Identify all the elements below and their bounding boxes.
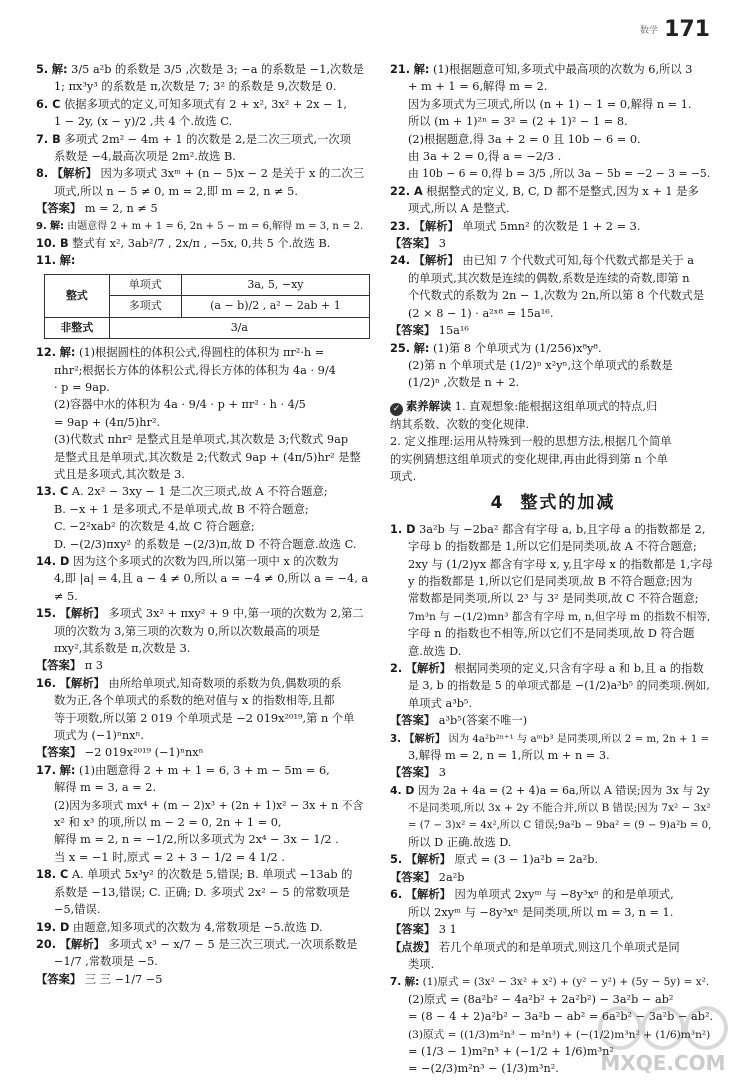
watermark-logo [588,998,738,1078]
answer-line [390,288,716,304]
answer-line [390,940,716,956]
answer-text: 整式有 x², 3ab²/7 , 2x/π , −5x, 0,共 5 个.故选 B. [72,237,331,251]
answer-line [36,166,370,182]
answer-line [390,818,716,834]
question-number: 5. [36,63,49,76]
answer-line [36,201,370,217]
answer-tag: 【点拨】 [390,940,436,954]
answer-tag: 【答案】 [36,746,82,760]
answer-line [390,852,716,868]
literacy-line: 的实例猜想这组单项式的变化规律,再由此得到第 n 个单 [390,452,668,466]
answer-text: 由 3a + 2 = 0,得 a = −2/3 . [408,150,562,164]
answer-line [390,783,716,799]
answer-line [390,957,716,973]
answer-text: 因为多项式为三项式,所以 (n + 1) − 1 = 0,解得 n = 1. [408,97,692,111]
answer-line [36,253,370,269]
answer-tag: 解: [49,220,64,232]
answer-line [390,574,716,590]
answer-line [36,149,370,165]
answer-text: (3)代数式 πhr² 是整式且是单项式,其次数是 3;代数式 9ap [54,433,349,447]
answers-block-4 [390,522,716,1078]
answer-tag: 【答案】 [390,237,436,251]
answer-tag: 【解析】 [59,937,105,951]
section-heading [390,493,716,514]
answer-tag: 【解析】 [405,853,451,867]
table-cell-duoxiangshi: 多项式 [109,296,181,317]
answer-line [390,306,716,322]
answer-text: (2)第 n 个单项式是 (1/2)ⁿ x²yⁿ,这个单项式的系数是 [408,358,673,372]
answer-text: 由题意,知多项式的次数为 4,常数项是 −5.故选 D. [72,920,323,934]
answer-line [36,693,370,709]
question-number: 21. [390,63,411,76]
answer-text: A. 单项式 5x³y² 的次数是 5,错误; B. 单项式 −13ab 的 [71,868,353,882]
answer-line [36,519,370,535]
answer-text: = 9ap + (4π/5)hr². [54,415,161,429]
answer-text: C. −2²xab² 的次数是 4,故 C 符合题意; [54,520,255,534]
answer-line [36,97,370,113]
question-number: 19. D [36,920,70,934]
right-column [390,62,716,1079]
answer-text: 因为单项式 2xyᵐ 与 −8y³xⁿ 的和是单项式, [454,888,674,902]
question-number: 5. [390,853,403,867]
answer-line [390,97,716,113]
answer-line [36,867,370,883]
answer-line [36,114,370,130]
answer-text: 数为正,各个单项式的系数的绝对值与 x 的指数相等,且都 [54,694,335,708]
answer-text: (1)由题意得 2 + m + 1 = 6, 3 + m − 5m = 6, [79,763,330,777]
check-badge-icon: ✓ [390,403,403,416]
answer-text: −5,错误. [54,903,101,917]
table-cell-danxiangshi: 单项式 [109,274,181,295]
literacy-line: 2. 定义推理:运用从特殊到一般的思想方法,根据几个简单 [390,435,672,449]
answer-text: 1 − 2y, (x − y)/2 ,共 4 个.故选 C. [54,115,233,129]
answer-line [36,972,370,988]
question-number: 22. A [390,184,423,198]
answer-text: 3/5 a²b 的系数是 3/5 ,次数是 3; −a 的系数是 −1,次数是 [71,63,364,76]
answer-line [36,658,370,674]
answer-line [36,236,370,252]
answer-tag: 解: [59,346,76,360]
answer-tag: 【答案】 [390,923,436,937]
answer-line [390,748,716,764]
answer-text: (2 × 8 − 1) · a²ˣ⁸ = 15a¹⁶. [408,306,554,320]
answer-text: 由已知 7 个代数式可知,每个代数式都是关于 a [462,254,695,268]
answer-text: (2)因为多项式 mx⁴ + (m − 2)x³ + (2n + 1)x² − 3x + n 不含 [54,798,364,812]
answer-text: 系数是 −4,最高次项是 2m².故选 B. [54,150,236,164]
answer-text: 由 10b − 6 = 0,得 b = 3/5 ,所以 3a − 5b = −2 − 3 = −5. [408,167,711,181]
answer-tag: 解: [413,63,430,76]
answer-tag: 【解析】 [59,607,105,621]
answer-line [36,937,370,953]
answer-tag: 【答案】 [36,659,82,673]
subject-label: 数学 [640,25,659,36]
answer-line [36,363,370,379]
answer-text: 7m³n 与 −(1/2)mn³ 都含有字母 m, n,但字母 m 的指数不相等, [408,610,711,623]
answer-tag: 【解析】 [51,167,97,181]
literacy-line: 1. 直观想象:能根据这组单项式的特点,归 [454,399,658,413]
answer-line [36,815,370,831]
answer-line [36,132,370,148]
answer-line [390,114,716,130]
answer-line [36,450,370,466]
answer-text: 所以 (m + 1)²ⁿ = 3² = (2 + 1)² − 1 = 8. [408,115,628,129]
literacy-line: 纳其系数、次数的变化规律. [390,417,530,431]
answer-text: 式且是多项式,其次数是 3. [54,467,185,481]
answer-line [390,731,716,747]
answer-text: 3 1 [438,923,457,937]
answer-tag: 解: [413,341,430,355]
watermark-text: MXQE.COM [600,1051,726,1075]
answer-text: 三 三 −1/7 −5 [84,972,163,986]
answer-text: −1/7 ,常数项是 −5. [54,955,158,969]
question-number: 11. [36,254,57,268]
answer-text: (2)原式 = (8a²b² − 4a²b² + 2a²b²) − 3a²b − ab² [408,992,674,1006]
answer-line [36,62,370,78]
answer-line [390,219,716,235]
answers-block-2 [36,345,370,988]
answer-line [390,149,716,165]
answer-text: 所以 2xyᵐ 与 −8y³xⁿ 是同类项,所以 m = 3, n = 1. [408,905,674,919]
answer-text: πxy²,其系数是 π,次数是 3. [54,642,191,655]
answer-line [390,323,716,339]
answer-text: 单项式 a³b⁵. [408,696,473,710]
answer-line [390,557,716,573]
answer-tag: 解: [51,63,68,76]
answer-line [36,589,370,605]
table-cell-danxiangshi-value: 3a, 5, −xy [181,274,369,295]
question-number: 7. [390,976,402,989]
question-number: 24. [390,254,411,268]
question-number: 9. [36,220,47,232]
answer-text: ≠ 5. [54,589,78,603]
answer-tag: 【答案】 [390,766,436,780]
question-number: 7. B [36,132,61,146]
answer-text: 当 x = −1 时,原式 = 2 + 3 − 1/2 = 4 1/2 . [54,850,285,864]
answer-line [36,641,370,657]
answer-text: y 的指数都是 1,所以它们是同类项,故 B 不符合题意;因为 [408,574,693,588]
answer-text: 根据整式的定义, B, C, D 都不是整式,因为 x + 1 是多 [426,184,699,198]
answer-text: πhr²;根据长方体的体积公式,得长方体的体积为 4a · 9/4 [54,363,336,377]
answer-line [36,415,370,431]
answer-text: (1/2)ⁿ ,次数是 n + 2. [408,376,520,390]
answer-text: 因为 4a²b²ⁿ⁺¹ 与 aᵐb³ 是同类项,所以 2 = m, 2n + 1 = [448,732,710,745]
question-number: 25. [390,341,411,355]
answer-line [390,644,716,660]
answer-text: 解得 m = 3, a = 2. [54,781,157,795]
answer-tag: 【解析】 [413,219,459,233]
classification-table [44,274,370,339]
answer-text: 系数是 −13,错误; C. 正确; D. 多项式 2x² − 5 的常数项是 [54,885,350,899]
answer-line [36,902,370,918]
answer-line [390,253,716,269]
answer-text: 依据多项式的定义,可知多项式有 2 + x², 3x² + 2x − 1, [63,97,347,111]
answer-text: (1)原式 = (3x² − 3x² + x²) + (y² − y²) + (5y − 5y) = x². [422,976,710,989]
answer-line [36,606,370,622]
answer-line [390,271,716,287]
answer-line [36,484,370,500]
answer-line [390,974,716,990]
answer-text: D. −(2/3)πxy² 的系数是 −(2/3)π,故 D 不符合题意.故选 C. [54,537,357,551]
answer-line [36,467,370,483]
answer-text: 多项式 x³ − x/7 − 5 是三次三项式,一次项系数是 [108,937,358,951]
answer-text: 若几个单项式的和是单项式,则这几个单项式是同 [438,940,680,954]
answer-line [36,502,370,518]
answer-text: 字母 n 的指数也不相等,所以它们不是同类项,故 D 符合题 [408,627,695,641]
answer-text: 的单项式,其次数是连续的偶数,系数是连续的奇数,即第 n [408,271,690,285]
question-number: 14. D [36,554,70,568]
answer-tag: 【答案】 [36,202,82,216]
answer-text: 等于项数,所以第 2 019 个单项式是 −2 019x²⁰¹⁹,第 n 个单 [54,711,355,725]
answer-text: 项式,所以 A 是整式. [408,202,510,216]
answer-text: 3a²b 与 −2ba² 都含有字母 a, b,且字母 a 的指数都是 2, [419,522,706,536]
table-cell-feizhengshi: 非整式 [45,317,110,338]
answer-line [390,375,716,391]
answer-text: 3 [438,237,446,251]
question-number: 16. [36,676,57,690]
answer-line [36,184,370,200]
answer-text: −2 019x²⁰¹⁹ (−1)ⁿnxⁿ [84,746,204,760]
answer-line [36,219,370,235]
page-number: 171 [664,16,710,42]
answer-tag: 解: [59,254,76,268]
answer-text: = −(2/3)m²n³ − (1/3)m³n². [408,1062,559,1076]
answer-text: 项的次数为 3,第三项的次数为 0,所以次数最高的项是 [54,624,320,638]
answer-text: 4,即 |a| = 4,且 a − 4 ≠ 0,所以 a = −4 ≠ 0,所以 a = −4, a [54,572,369,586]
answer-text: 原式 = (3 − 1)a²b = 2a²b. [454,853,599,867]
answer-line [390,870,716,886]
answer-text: B. −x + 1 是多项式,不是单项式,故 B 不符合题意; [54,502,309,516]
answer-line [36,850,370,866]
answer-line [36,380,370,396]
answer-text: 1; πx³y³ 的系数是 π,次数是 7; 3² 的系数是 9,次数是 0. [54,80,337,94]
answer-line [390,201,716,217]
answer-line [390,887,716,903]
answer-text: 所以 D 正确.故选 D. [408,836,512,850]
answer-tag: 解: [59,763,76,777]
answer-line [36,885,370,901]
question-number: 6. [390,888,403,902]
question-number: 18. C [36,868,69,882]
answer-text: 是 3, b 的指数是 5 的单项式都是 −(1/2)a³b⁵ 的同类项.例如, [408,679,710,693]
answer-text: 3 [438,766,446,780]
answer-line [36,537,370,553]
answer-line [390,661,716,677]
question-number: 10. B [36,237,69,251]
answer-line [390,609,716,625]
literacy-line: 项式. [390,469,417,483]
answer-line [390,358,716,374]
answer-line [36,728,370,744]
question-number: 8. [36,167,49,181]
answer-text: = (1/3 − 1)m²n³ + (−1/2 + 1/6)m³n² [408,1044,614,1058]
answer-text: 类项. [408,957,435,971]
answer-text: 意.故选 D. [408,644,462,658]
answer-line [36,798,370,814]
answer-line [390,184,716,200]
answer-text: 因为这个多项式的次数为四,所以第一项中 x 的次数为 [72,554,339,568]
answer-line [36,397,370,413]
answer-text: 由题意得 2 + m + 1 = 6, 2n + 5 − m = 6,解得 m = 3, n = 2. [67,220,364,232]
answer-text: 个代数式的系数为 2n − 1,次数为 2n,所以第 8 个代数式是 [408,289,705,303]
answer-text: (2)容器中水的体积为 4a · 9/4 · p + πr² · h · 4/5 [54,398,306,412]
answer-line [390,626,716,642]
answer-text: 是整式且是单项式,其次数是 2;代数式 9ap + (4π/5)hr² 是整 [54,450,361,464]
answer-text: 多项式 2m² − 4m + 1 的次数是 2,是二次三项式,一次项 [64,132,352,146]
answer-text: 多项式 3x² + πxy² + 9 中,第一项的次数为 2,第二 [108,607,364,621]
answer-tag: 【答案】 [36,972,82,986]
answer-text: = (7 − 3)x² = 4x²,所以 C 错误;9a²b − 9ba² = (9 − 9)a²b = 0, [408,819,712,831]
answers-block-1 [36,62,370,270]
answer-text: 字母 b 的指数都是 1,所以它们是同类项,故 A 不符合题意; [408,540,697,554]
answer-text: 由所给单项式,知奇数项的系数为负,偶数项的系 [108,676,342,690]
answer-line [36,676,370,692]
answer-line [390,765,716,781]
answer-text: a³b⁵(答案不唯一) [438,714,528,728]
answer-text: 15a¹⁶ [438,324,469,338]
answer-text: · p = 9ap. [54,380,110,394]
answer-text: 不是同类项,所以 3x + 2y 不能合并,所以 B 错误;因为 7x² − 3x² [408,802,711,815]
table-cell-feizhengshi-value: 3/a [109,317,369,338]
answer-text: (1)根据圆柱的体积公式,得圆柱的体积为 πr²·h = [79,346,325,360]
answer-line [390,341,716,357]
answer-text: 因为多项式 3xᵐ + (n − 5)x − 2 是关于 x 的二次三 [100,167,365,181]
answer-text: m = 2, n ≠ 5 [84,202,158,216]
answer-line [390,166,716,182]
answer-tag: 【解析】 [404,732,446,745]
question-number: 1. D [390,522,416,536]
question-number: 3. [390,732,402,745]
answer-line [36,920,370,936]
table-cell-duoxiangshi-value: (a − b)/2 , a² − 2ab + 1 [181,296,369,317]
answer-text: (3)原式 = ((1/3)m²n³ − m²n³) + (−(1/2)m³n² + (1/6)m³n²) [408,1027,711,1041]
answer-text: 项式为 (−1)ⁿnxⁿ. [54,729,144,743]
answer-tag: 【解析】 [59,676,105,690]
answer-text: (2)根据题意,得 3a + 2 = 0 且 10b − 6 = 0. [408,132,641,146]
answer-text: 解得 m = 2, n = −1/2,所以多项式为 2x⁴ − 3x − 1/2 . [54,833,339,847]
answer-line [390,539,716,555]
answer-line [36,79,370,95]
answer-line [36,554,370,570]
answer-text: (1)根据题意可知,多项式中最高项的次数为 6,所以 3 [433,63,693,76]
answer-text: (1)第 8 个单项式为 (1/256)x⁸y⁸. [433,341,602,355]
answer-text: 项式,所以 n − 5 ≠ 0, m = 2,即 m = 2, n ≠ 5. [54,184,298,198]
question-number: 20. [36,937,57,951]
answer-tag: 【答案】 [390,324,436,338]
question-number: 2. [390,662,403,675]
question-number: 23. [390,219,411,233]
answer-text: π 3 [84,659,103,673]
question-number: 4. D [390,783,415,797]
answer-tag: 【答案】 [390,714,436,728]
table-cell-zhengshi: 整式 [45,274,110,317]
watermark-logo-icon [600,1008,726,1048]
answer-text: = (8 − 4 + 2)a²b² − 3a²b − ab² = 6a²b² − 3a²b − ab². [408,1010,714,1024]
answer-line [36,832,370,848]
answer-text: 2a²b [438,870,465,884]
answers-block-3 [390,62,716,392]
answer-text: 3,解得 m = 2, n = 1,所以 m + n = 3. [408,749,610,763]
answer-line [390,522,716,538]
answer-text: A. 2x² − 3xy − 1 是二次三项式,故 A 不符合题意; [71,485,328,499]
answer-line [36,432,370,448]
question-number: 15. [36,607,57,621]
answer-line [36,345,370,361]
answer-line [390,835,716,851]
answer-line [36,780,370,796]
answer-tag: 【答案】 [390,870,436,884]
answer-line [390,922,716,938]
answer-line [36,711,370,727]
answer-line [36,624,370,640]
answer-text: x² 和 x³ 的项,所以 m − 2 = 0, 2n + 1 = 0, [54,816,282,830]
answer-line [390,696,716,712]
answer-line [36,745,370,761]
section-title: 整式的加减 [520,493,616,514]
answer-text: 根据同类项的定义,只含有字母 a 和 b,且 a 的指数 [454,662,704,675]
answer-line [390,905,716,921]
answer-line [36,954,370,970]
answer-tag: 【解析】 [413,254,459,268]
answer-line [390,79,716,95]
answer-line [390,62,716,78]
literacy-label: 素养解读 [406,399,452,413]
answer-text: + m + 1 = 6,解得 m = 2. [408,80,548,94]
answer-tag: 【解析】 [405,662,451,675]
answer-tag: 【解析】 [405,888,451,902]
question-number: 12. [36,346,57,360]
answer-line [390,591,716,607]
answer-text: 单项式 5mn² 的次数是 1 + 2 = 3. [462,219,641,233]
answer-text: 2xy 与 (1/2)yx 都含有字母 x, y,且字母 x 的指数都是 1,字母 [408,557,713,571]
answer-line [36,571,370,587]
answer-text: 常数都是同类项,所以 2³ 与 3² 是同类项,故 C 不符合题意; [408,592,699,606]
answer-line [390,678,716,694]
left-column [36,62,370,989]
page-header [640,14,710,44]
answer-tag: 解: [404,976,420,989]
answer-line [390,132,716,148]
question-number: 17. [36,763,57,777]
answer-text: 因为 2a + 4a = (2 + 4)a = 6a,所以 A 错误;因为 3x 与 2y [417,783,710,797]
section-number: 4 [490,493,505,514]
question-number: 13. C [36,485,69,499]
literacy-note [390,399,716,486]
answer-line [390,800,716,816]
question-number: 6. C [36,97,61,111]
answer-line [390,713,716,729]
answer-line [390,236,716,252]
answer-line [36,763,370,779]
